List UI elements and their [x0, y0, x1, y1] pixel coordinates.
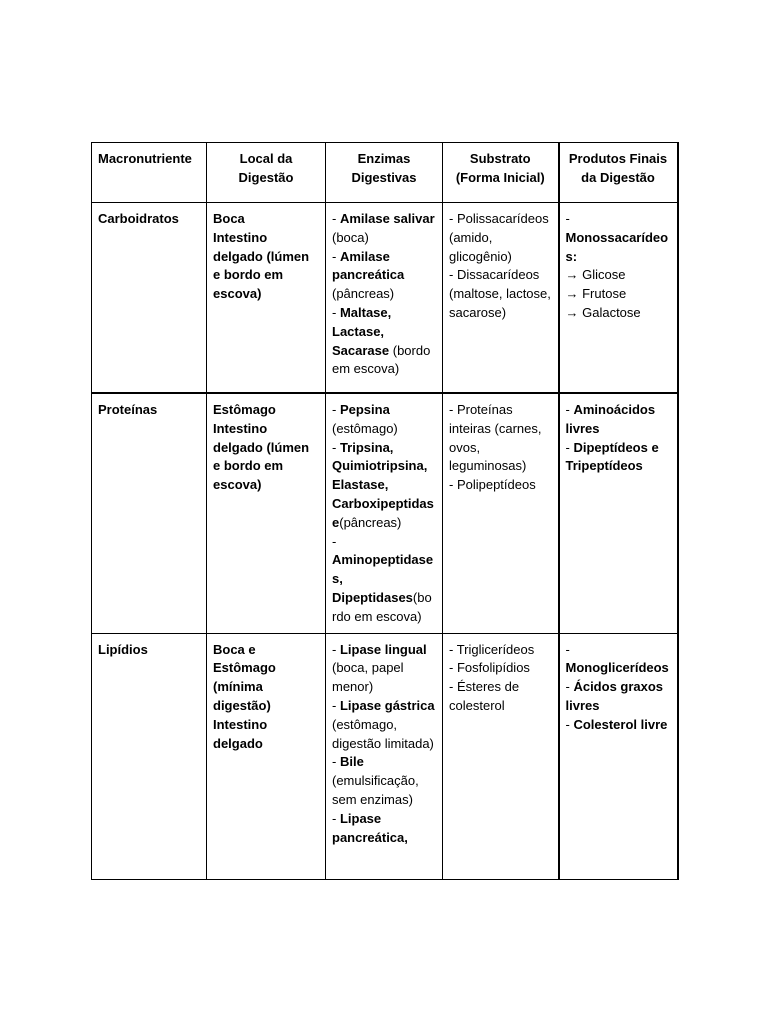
bold-term: Amilase salivar: [339, 211, 435, 226]
cell-line: Estômago: [213, 402, 276, 417]
plain-text: (boca, papel menor): [332, 660, 404, 695]
cell-line: [332, 401, 436, 439]
plain-text: -: [332, 402, 340, 417]
table-row: [92, 393, 678, 633]
plain-text: - Polipeptídeos: [449, 477, 536, 493]
bold-term: Dipeptídeos e Tripeptídeos: [565, 439, 659, 474]
plain-text: -: [565, 211, 570, 226]
bold-term: Tripsina, Quimiotripsina, Elastase, Carboxipeptidase: [332, 439, 434, 530]
plain-text: (boca): [332, 229, 369, 245]
plain-text: -: [565, 402, 574, 417]
bold-term: Aminoácidos livres: [565, 402, 656, 436]
substrato-cell: [443, 393, 559, 633]
plain-text: -: [565, 439, 574, 455]
cell-line: Intestino delgado (lúmen e bordo em escova): [213, 229, 310, 302]
cell-line: [449, 641, 552, 660]
plain-text: (bordo em escova): [332, 589, 432, 624]
cell-line: [332, 697, 436, 753]
digestion-table: [91, 142, 679, 880]
plain-text: (estômago, digestão limitada): [332, 716, 434, 751]
plain-text: -: [332, 810, 340, 826]
cell-line: [566, 401, 671, 439]
bold-term: Lipase gástrica: [339, 697, 435, 713]
macronutriente-cell: Lipídios: [92, 633, 207, 879]
cell-line: [332, 810, 436, 848]
plain-text: (pâncreas): [339, 514, 402, 530]
cell-line: [566, 439, 671, 477]
cell-line: [332, 533, 436, 627]
cell-line: Intestino delgado (lúmen e bordo em escova): [213, 420, 310, 493]
cell-line: [332, 439, 436, 533]
cell-line: [449, 678, 552, 716]
plain-text: -: [332, 754, 340, 770]
cell-line: [566, 678, 671, 716]
cell-line: [566, 716, 671, 735]
plain-text: (bordo em escova): [332, 342, 431, 377]
plain-text: -: [332, 533, 337, 549]
plain-text: (estômago): [332, 420, 398, 436]
plain-text: - Polissacarídeos (amido, glicogênio): [449, 211, 549, 264]
header-substrato: Substrato (Forma Inicial): [443, 143, 559, 203]
produtos-cell: [559, 203, 678, 394]
produtos-cell: [559, 633, 678, 879]
bold-term: Aminopeptidases, Dipeptidases: [332, 552, 434, 605]
cell-line: [332, 210, 436, 248]
bold-term: Ácidos graxos livres: [565, 679, 664, 713]
bold-term: Lipase pancreática,: [332, 810, 408, 845]
substrato-cell: [443, 203, 559, 394]
table-row: [92, 203, 678, 394]
bold-term: Colesterol livre: [573, 716, 668, 732]
plain-text: → Glicose: [565, 267, 626, 283]
header-enzimas: Enzimas Digestivas: [326, 143, 443, 203]
plain-text: -: [332, 304, 340, 320]
cell-line: [566, 641, 671, 679]
cell-line: Boca e Estômago (mínima digestão): [213, 641, 276, 713]
header-produtos: Produtos Finais da Digestão: [559, 143, 678, 203]
plain-text: -: [332, 439, 340, 455]
cell-line: [449, 659, 552, 678]
plain-text: (emulsificação, sem enzimas): [332, 773, 419, 807]
cell-line: [449, 266, 552, 322]
cell-line: [332, 753, 436, 809]
bold-term: Monoglicerídeos: [565, 660, 669, 676]
local-cell: [207, 203, 326, 394]
table-row: [92, 633, 678, 879]
cell-line: [449, 476, 552, 495]
plain-text: -: [565, 679, 574, 695]
plain-text: - Triglicerídeos: [449, 641, 535, 657]
plain-text: - Fosfolipídios: [449, 660, 530, 676]
cell-line: [566, 304, 671, 323]
plain-text: → Galactose: [565, 304, 641, 320]
header-macronutriente: Macronutriente: [92, 143, 207, 203]
macronutriente-cell: Proteínas: [92, 393, 207, 633]
cell-line: [332, 641, 436, 697]
local-cell: [207, 393, 326, 633]
plain-text: (pâncreas): [332, 286, 395, 302]
macronutriente-cell: Carboidratos: [92, 203, 207, 394]
cell-line: [566, 285, 671, 304]
plain-text: - Proteínas inteiras (carnes, ovos, leguminosas): [449, 402, 542, 474]
plain-text: -: [332, 641, 340, 657]
cell-line: [449, 401, 552, 476]
plain-text: -: [332, 211, 340, 226]
plain-text: -: [565, 641, 570, 657]
cell-line: [566, 266, 671, 285]
cell-line: [449, 210, 552, 266]
bold-term: Pepsina: [339, 402, 390, 417]
bold-term: Amilase pancreática: [332, 248, 405, 283]
plain-text: -: [565, 716, 574, 732]
enzimas-cell: [326, 633, 443, 879]
plain-text: - Ésteres de colesterol: [449, 679, 520, 713]
enzimas-cell: [326, 203, 443, 394]
produtos-cell: [559, 393, 678, 633]
plain-text: -: [332, 248, 340, 264]
plain-text: -: [332, 697, 340, 713]
cell-line: [566, 210, 671, 266]
plain-text: → Frutose: [565, 286, 627, 302]
cell-line: Boca: [213, 211, 245, 226]
enzimas-cell: [326, 393, 443, 633]
cell-line: [332, 304, 436, 379]
cell-line: Intestino delgado: [213, 716, 268, 751]
bold-term: Bile: [339, 754, 364, 770]
bold-term: Monossacarídeos:: [565, 229, 669, 264]
cell-line: [332, 248, 436, 304]
local-cell: [207, 633, 326, 879]
bold-term: Maltase, Lactase, Sacarase: [332, 304, 392, 358]
substrato-cell: [443, 633, 559, 879]
table-header-row: [92, 143, 678, 203]
bold-term: Lipase lingual: [339, 641, 427, 657]
header-local: Local da Digestão: [207, 143, 326, 203]
plain-text: - Dissacarídeos (maltose, lactose, sacarose): [449, 267, 551, 320]
